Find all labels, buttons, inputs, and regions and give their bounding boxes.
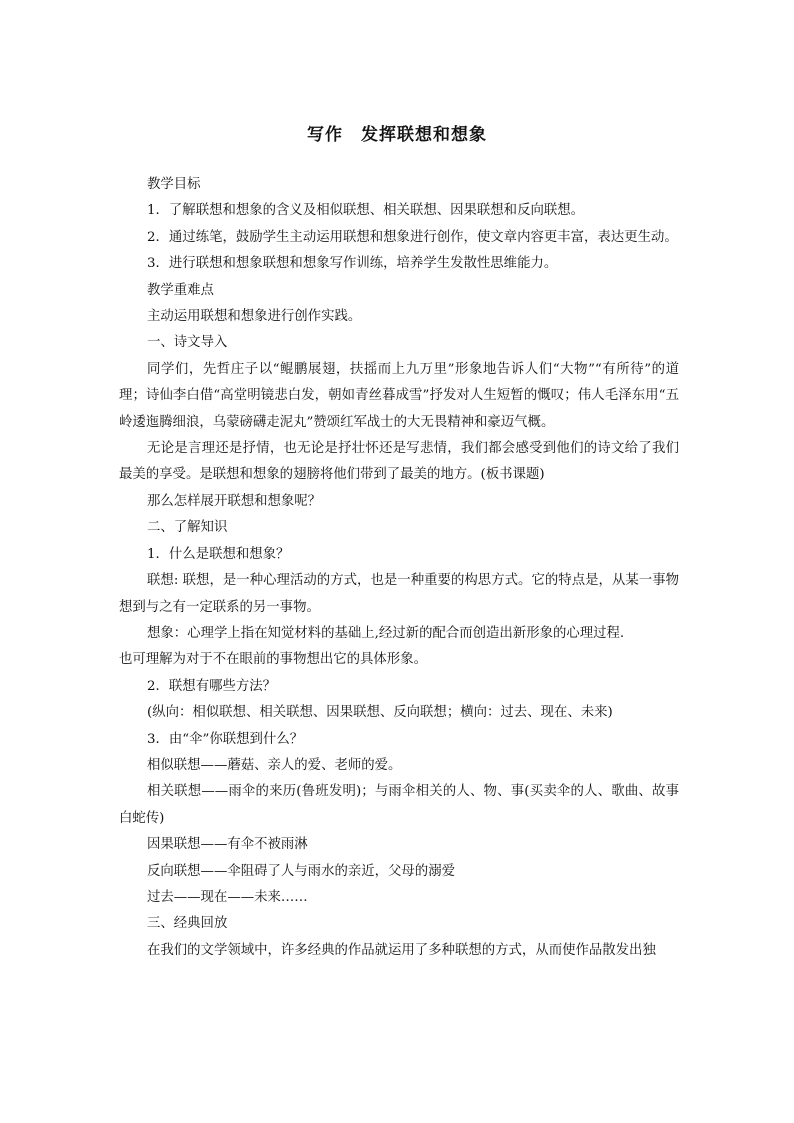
paragraph: (纵向：相似联想、相关联想、因果联想、反向联想；横向：过去、现在、未来) (147, 705, 613, 721)
document-body (119, 172, 679, 964)
paragraph: 主动运用联想和想象进行创作实践。 (147, 309, 362, 325)
paragraph: 二、了解知识 (147, 520, 228, 536)
paragraph: 想象：心理学上指在知觉材料的基础上,经过新的配合而创造出新形象的心理过程. (147, 625, 625, 641)
paragraph: 教学重难点 (147, 282, 214, 298)
paragraph: 同学们，先哲庄子以“鲲鹏展翅，扶摇而上九万里”形象地告诉人们“大物”“有所待”的道理；诗仙李白借“高堂明镜悲白发，朝如青丝暮成雪”抒发对人生短暂的慨叹；伟人毛泽东用“五岭逶迤腾细浪，乌蒙磅礴走泥丸”赞颂红军战士的大无畏精神和豪迈气概。 (119, 361, 679, 430)
paragraph: 2．通过练笔，鼓励学生主动运用联想和想象进行创作，使文章内容更丰富，表达更生动。 (147, 229, 678, 245)
paragraph: 相关联想——雨伞的来历(鲁班发明)；与雨伞相关的人、物、事(买卖伞的人、歌曲、故事白蛇传) (119, 784, 679, 826)
paragraph: 教学目标 (147, 177, 201, 192)
paragraph: 过去——现在——未来…… (147, 889, 308, 905)
paragraph: 3．由“伞”你联想到什么？ (147, 731, 304, 747)
paragraph: 因果联想——有伞不被雨淋 (147, 837, 308, 853)
paragraph: 1．什么是联想和想象？ (147, 546, 290, 562)
paragraph: 1．了解联想和想象的含义及相似联想、相关联想、因果联想和反向联想。 (147, 203, 585, 219)
paragraph: 三、经典回放 (147, 916, 228, 932)
paragraph: 无论是言理还是抒情，也无论是抒壮怀还是写悲情，我们都会感受到他们的诗文给了我们最美的享受。是联想和想象的翅膀将他们带到了最美的地方。(板书课题) (119, 441, 679, 483)
paragraph: 那么怎样展开联想和想象呢？ (147, 493, 322, 509)
paragraph: 相似联想——蘑菇、亲人的爱、老师的爱。 (147, 757, 402, 773)
document-title: 写作 发挥联想和想象 (307, 125, 487, 145)
paragraph: 也可理解为对于不在眼前的事物想出它的具体形象。 (119, 652, 427, 668)
paragraph: 在我们的文学领域中，许多经典的作品就运用了多种联想的方式，从而使作品散发出独 (147, 942, 656, 958)
paragraph: 联想: 联想，是一种心理活动的方式，也是一种重要的构思方式。它的特点是，从某一事物想到与之有一定联系的另一事物。 (119, 573, 679, 615)
paragraph: 一、诗文导入 (147, 335, 228, 351)
paragraph: 3．进行联想和想象联想和想象写作训练，培养学生发散性思维能力。 (147, 256, 558, 272)
paragraph: 2．联想有哪些方法？ (147, 678, 277, 694)
paragraph: 反向联想——伞阻碍了人与雨水的亲近，父母的溺爱 (147, 863, 455, 879)
